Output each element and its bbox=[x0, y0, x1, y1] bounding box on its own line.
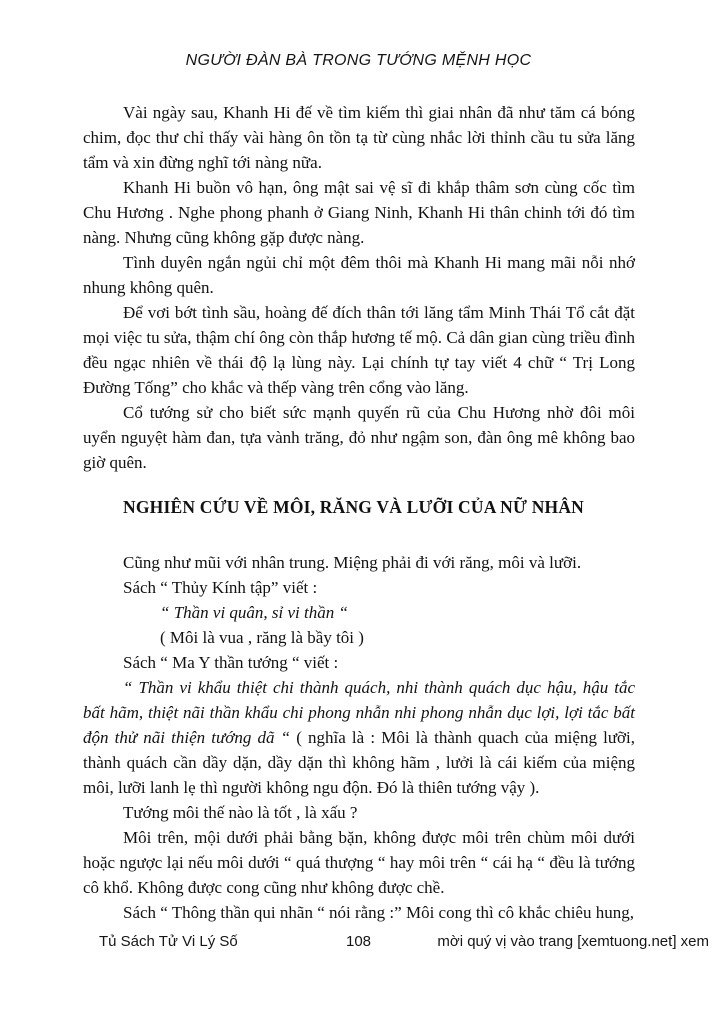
thuy-kinh-quote-translation: ( Môi là vua , răng là bầy tôi ) bbox=[160, 628, 364, 647]
footer-site-note: mời quý vị vào trang [xemtuong.net] xem bbox=[437, 933, 709, 950]
ma-y-reference-line: Sách “ Ma Y thần tướng “ viết : bbox=[123, 653, 339, 672]
document-body bbox=[83, 100, 635, 925]
story-paragraph-1: Vài ngày sau, Khanh Hi đế về tìm kiếm thì giai nhân đã như tăm cá bóng chim, đọc thư chỉ thấy vài hàng ôn tồn tạ từ cùng nhắc lời thỉnh cầu tu sửa lăng tẩm và xin đừng nghĩ tới nàng nữa. bbox=[83, 103, 635, 172]
page-footer bbox=[0, 933, 717, 955]
thuy-kinh-reference-line: Sách “ Thủy Kính tập” viết : bbox=[123, 578, 318, 597]
ma-y-quote-italic: “ Thần vi khẩu thiệt chi thành quách, nhi thành quách dục hậu, hậu tắc bất hãm, thiệt nãi thần khẩu chi phong nhẫn nhi phong nhẫn dục lợi, lợi tắc bất độn thử nãi thiện tướng dã “ bbox=[83, 678, 635, 747]
story-paragraph-2: Khanh Hi buồn vô hạn, ông mật sai vệ sĩ đi khắp thâm sơn cùng cốc tìm Chu Hương . Nghe phong phanh ở Giang Ninh, Khanh Hi thân chinh tới đó tìm nàng. Nhưng cũng không gặp được nàng. bbox=[83, 178, 635, 247]
thuy-kinh-quote: “ Thần vi quân, sỉ vi thần “ bbox=[160, 603, 348, 622]
page-number: 108 bbox=[345, 933, 372, 950]
lip-description-paragraph: Môi trên, mội dưới phải bằng bặn, không được môi trên chùm môi dưới hoặc ngược lại nếu môi dưới “ quá thượng “ hay môi trên “ cái hạ “ đều là tướng cô khổ. Không được cong cũng như không được chề. bbox=[83, 828, 635, 897]
lip-question-paragraph: Tướng môi thế nào là tốt , là xấu ? bbox=[123, 803, 358, 822]
ma-y-quote-translation: ( nghĩa là : Môi là thành quach của miệng lưỡi, thành quách cần dầy dặn, dầy dặn thì không hãm , lưởi là cái kiếm của miệng môi, lưỡi lanh lẹ thì người không ngu độn. Đó là thiên tướng vậy ). bbox=[83, 728, 635, 797]
running-header-title: NGƯỜI ĐÀN BÀ TRONG TƯỚNG MỆNH HỌC bbox=[185, 52, 532, 69]
section-heading: NGHIÊN CỨU VỀ MÔI, RĂNG VÀ LƯỠI CỦA NỮ NHÂN bbox=[123, 497, 585, 517]
story-paragraph-4: Để vơi bớt tình sầu, hoàng đế đích thân tới lăng tẩm Minh Thái Tổ cắt đặt mọi việc tu sửa, thậm chí ông còn thắp hương tế mộ. Cả dân gian cùng triều đình đều ngạc nhiên về thái độ lạ lùng này. Lại chính tự tay viết 4 chữ “ Trị Long Đường Tống” cho khắc và thếp vàng trên cổng vào lăng. bbox=[83, 303, 635, 397]
ma-y-quote-paragraph bbox=[83, 675, 635, 800]
section-intro-paragraph: Cũng như mũi với nhân trung. Miệng phải đi với răng, môi và lưỡi. bbox=[123, 553, 582, 572]
thong-than-reference-paragraph: Sách “ Thông thần qui nhãn “ nói rằng :” Môi cong thì cô khắc chiêu hung, bbox=[123, 903, 634, 922]
story-paragraph-3: Tình duyên ngắn ngủi chỉ một đêm thôi mà Khanh Hi mang mãi nỗi nhớ nhung không quên. bbox=[83, 253, 635, 297]
story-paragraph-5: Cổ tướng sử cho biết sức mạnh quyến rũ của Chu Hương nhờ đôi môi uyển nguyệt hàm đan, tựa vành trăng, đỏ như ngậm son, đàn ông mê không bao giờ quên. bbox=[83, 403, 635, 472]
footer-series-title: Tủ Sách Tử Vi Lý Số bbox=[99, 933, 238, 950]
